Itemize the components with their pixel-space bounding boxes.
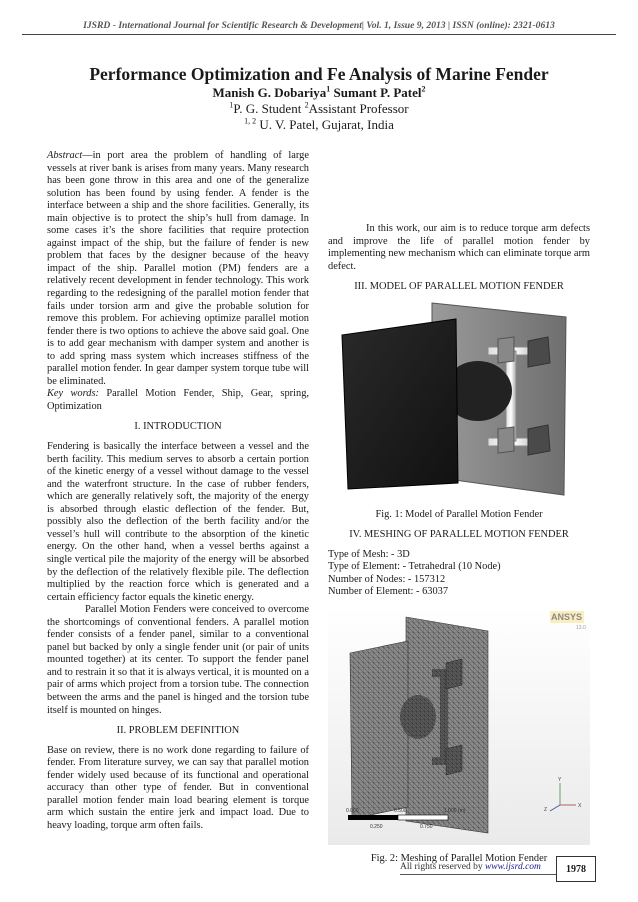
intro-paragraph-1: Fendering is basically the interface between a vessel and the berth facility. This medium serves to absorb a certain portion of the kinetic energy of a vessel without damage to the vessel and the waterfront structure. In the case of rubber fenders, which are generally relatively soft, the majority of the energy is absorbed through elastic deflection of the fender. But, possibly also the deflection of the berth facility and/or the vessel’s hull will contribute to the absorption of the kinetic energy. On the other hand, when a vessel berths against a single vertical pile the majority of the energy will be absorbed by the deflection of the relatively flexible pile. The deflection multiplied by the reaction force which is generated and a certain efficiency factor equals the kinetic energy. xyxy=(47,441,309,603)
mesh-spec-list xyxy=(328,549,590,599)
ansys-version: 13.0 xyxy=(576,625,586,632)
footer-rights: All rights reserved by xyxy=(400,862,485,872)
scale-label-0: 0.000 xyxy=(346,808,359,815)
affiliation-institution xyxy=(0,117,638,133)
element-type: Type of Element: - Tetrahedral (10 Node) xyxy=(328,561,501,573)
abstract-text: —in port area the problem of handling of large vessels at river bank is arises from many years. Many research has been gone throw in this area and one of the generalize solution has been found by using fender. A fender is the interface between a ship and the shore facilities. Generally, its main objective is to protect the ship’s hull from damage. In some cases it’s the shore facilities that require protection against impact of the ship, but the failure of fender is new problem that faces by the designer because of the heavy impact of the ship. Parallel motion (PM) fenders are a relatively recent development in fender technology. This work regarding to the redesigning of the parallel motion fender that fails under torsion arm and give the probable solution for remove this problem. For achieving optimize parallel motion fender there is two options to achieve the above said goal. One is to add gear mechanism with damper system and another is to add spring mass system which increases stiffness of the parallel motion fender. In gear damper system torque tube will be eliminated. xyxy=(47,150,309,387)
scale-label-1: 0.500 xyxy=(394,808,407,815)
problem-paragraph-2: In this work, our aim is to reduce torque arm defects and improve the life of parallel motion fender by implementing new mechanism which can eliminate torque arm defect. xyxy=(328,223,590,272)
keywords-label: Key words: xyxy=(47,388,99,400)
figure-2-caption: Fig. 2: Meshing of Parallel Motion Fender xyxy=(370,853,548,865)
affil-role-1: P. G. Student xyxy=(233,101,305,116)
intro-heading: I. INTRODUCTION xyxy=(134,421,222,433)
element-count: Number of Element: - 63037 xyxy=(328,586,449,598)
figure-1-fender-model xyxy=(328,301,590,501)
author-1-sup: 1 xyxy=(326,84,331,94)
figure-2-mesh xyxy=(328,607,590,845)
scale-label-2: 1.000 (m) xyxy=(444,808,466,815)
affil-role-2: Assistant Professor xyxy=(308,101,409,116)
keywords-text: Parallel Motion Fender, Ship, Gear, spring, Optimization xyxy=(47,388,309,412)
affil-sup-3: 1, 2 xyxy=(244,116,257,126)
ansys-logo-text: ANSYS xyxy=(551,612,583,623)
footer xyxy=(400,862,541,872)
author-2-sup: 2 xyxy=(421,84,426,94)
triad-y-label: Y xyxy=(558,777,562,784)
footer-rule xyxy=(400,874,556,875)
triad-z-label: Z xyxy=(544,807,548,814)
institution: U. V. Patel, Gujarat, India xyxy=(256,117,394,132)
header-rule xyxy=(22,34,616,35)
model-heading: III. MODEL OF PARALLEL MOTION FENDER xyxy=(354,281,564,293)
affil-sup-1: 1 xyxy=(229,100,234,110)
author-2: Sumant P. Patel xyxy=(333,85,422,100)
keywords xyxy=(47,388,309,413)
affiliation-roles xyxy=(0,101,638,117)
mesh-type: Type of Mesh: - 3D xyxy=(328,548,410,560)
meshing-heading: IV. MESHING OF PARALLEL MOTION FENDER xyxy=(349,529,569,541)
fender-model-render xyxy=(328,301,590,501)
mesh-render xyxy=(328,607,590,845)
page-number: 1978 xyxy=(556,856,596,882)
right-column-body xyxy=(328,223,590,866)
left-column xyxy=(47,150,309,832)
scale-label-3: 0.250 xyxy=(370,824,383,831)
problem-heading: II. PROBLEM DEFINITION xyxy=(116,725,240,737)
figure-1-caption: Fig. 1: Model of Parallel Motion Fender xyxy=(375,508,543,520)
affil-sup-2: 2 xyxy=(304,100,309,110)
problem-paragraph-1: Base on review, there is no work done regarding to failure of fender. From literature survey, we can say that parallel motion fender widely used because of its functional and operational accuracy than other type of fender. But in conventional parallel motion fender main load bearing element is torque arm which sustain the entire jerk and impact load. Due to heavy loading, torque arm often fails. xyxy=(47,744,309,831)
journal-header: IJSRD - International Journal for Scientific Research & Development| Vol. 1, Issue 9, 2013 | ISSN (online): 2321-0613 xyxy=(83,20,555,31)
author-1: Manish G. Dobariya xyxy=(212,85,327,100)
footer-site-link[interactable]: www.ijsrd.com xyxy=(484,862,541,872)
node-count: Number of Nodes: - 157312 xyxy=(328,573,446,585)
scale-label-4: 0.750 xyxy=(420,824,433,831)
triad-x-label: X xyxy=(578,803,582,810)
abstract xyxy=(47,150,309,388)
intro-paragraph-2: Parallel Motion Fenders were conceived to overcome the shortcomings of conventional fenders. A parallel motion fender consists of a fender panel, similar to a conventional panel but backed by only a single fender unit (or pair of units mounted together) at its center. To support the fender panel and to restrain it so that it is always vertical, it is mounted on a pair of arms which project from a torsion tube. The connection between the arms and the panel is hinged and the torsion tube itself is mounted on hinges. xyxy=(47,604,309,716)
author-line xyxy=(0,85,638,101)
paper-title: Performance Optimization and Fe Analysis of Marine Fender xyxy=(89,64,549,84)
abstract-label: Abstract xyxy=(47,150,83,161)
